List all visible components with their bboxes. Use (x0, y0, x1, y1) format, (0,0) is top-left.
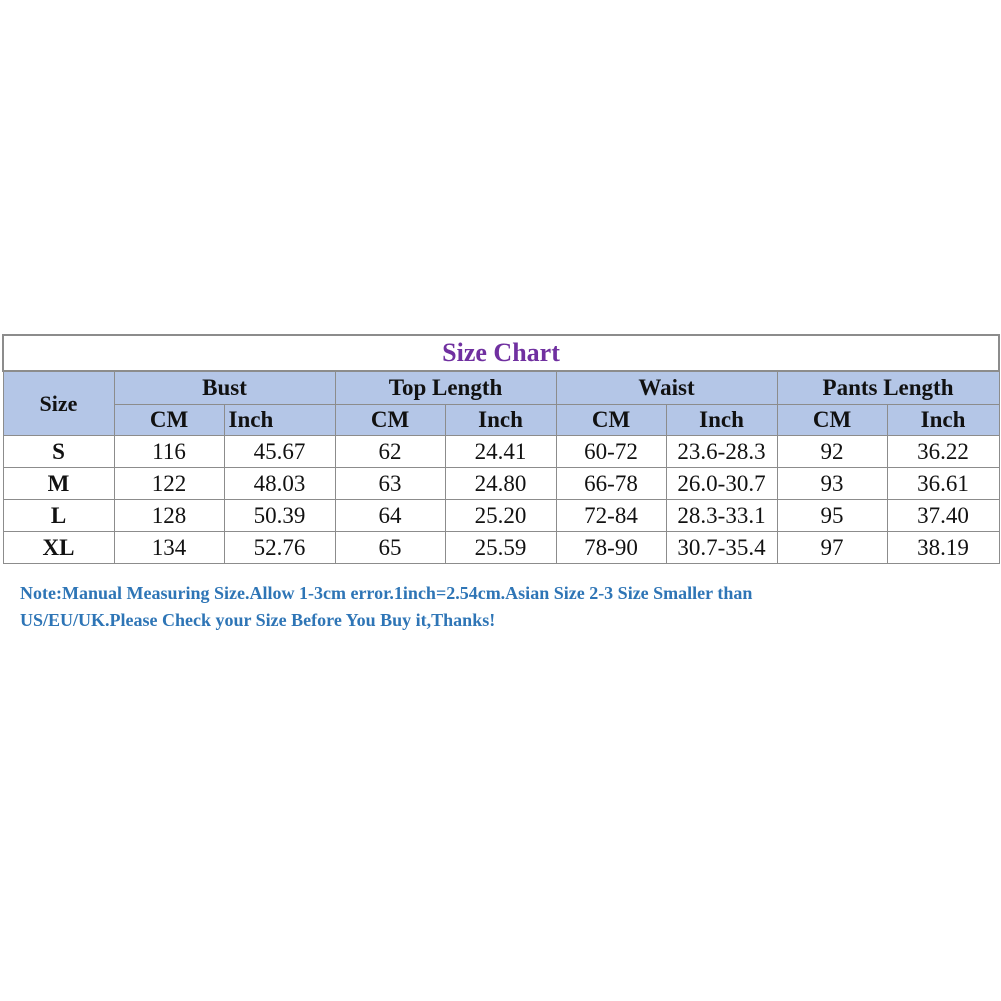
table-cell: 26.0-30.7 (666, 468, 777, 500)
table-cell: 65 (335, 532, 445, 564)
note-line: US/EU/UK.Please Check your Size Before You Buy it,Thanks! (20, 610, 496, 630)
size-chart-table (2, 334, 1000, 564)
table-cell: 64 (335, 500, 445, 532)
table-cell: 45.67 (224, 436, 335, 468)
table-cell: 25.20 (445, 500, 556, 532)
unit-header: Inch (445, 405, 556, 436)
size-chart (2, 334, 998, 564)
table-cell: 24.41 (445, 436, 556, 468)
measurement-note (20, 580, 920, 634)
group-header-top-length: Top Length (335, 371, 556, 405)
unit-header: Inch (887, 405, 999, 436)
title-row (3, 335, 999, 371)
table-cell: 52.76 (224, 532, 335, 564)
table-row (3, 500, 999, 532)
size-label: M (3, 468, 114, 500)
table-row (3, 468, 999, 500)
unit-header-row (3, 405, 999, 436)
table-cell: 134 (114, 532, 224, 564)
table-cell: 66-78 (556, 468, 666, 500)
table-cell: 37.40 (887, 500, 999, 532)
size-label: S (3, 436, 114, 468)
table-cell: 38.19 (887, 532, 999, 564)
unit-header: CM (114, 405, 224, 436)
table-cell: 63 (335, 468, 445, 500)
table-cell: 116 (114, 436, 224, 468)
table-cell: 128 (114, 500, 224, 532)
unit-header: CM (556, 405, 666, 436)
unit-header: Inch (666, 405, 777, 436)
group-header-row (3, 371, 999, 405)
table-cell: 72-84 (556, 500, 666, 532)
table-cell: 122 (114, 468, 224, 500)
table-row (3, 532, 999, 564)
table-cell: 48.03 (224, 468, 335, 500)
table-cell: 60-72 (556, 436, 666, 468)
size-label: L (3, 500, 114, 532)
size-label: XL (3, 532, 114, 564)
chart-title: Size Chart (3, 335, 999, 371)
table-cell: 92 (777, 436, 887, 468)
table-cell: 36.61 (887, 468, 999, 500)
table-cell: 36.22 (887, 436, 999, 468)
size-column-header: Size (3, 371, 114, 436)
group-header-bust: Bust (114, 371, 335, 405)
table-cell: 62 (335, 436, 445, 468)
table-cell: 24.80 (445, 468, 556, 500)
unit-header: CM (777, 405, 887, 436)
table-cell: 30.7-35.4 (666, 532, 777, 564)
table-cell: 95 (777, 500, 887, 532)
group-header-pants-length: Pants Length (777, 371, 999, 405)
unit-header: Inch (224, 405, 335, 436)
table-cell: 50.39 (224, 500, 335, 532)
table-row (3, 436, 999, 468)
table-cell: 97 (777, 532, 887, 564)
unit-header: CM (335, 405, 445, 436)
table-cell: 78-90 (556, 532, 666, 564)
table-cell: 25.59 (445, 532, 556, 564)
note-line: Note:Manual Measuring Size.Allow 1-3cm error.1inch=2.54cm.Asian Size 2-3 Size Smaller than (20, 583, 753, 603)
group-header-waist: Waist (556, 371, 777, 405)
table-cell: 23.6-28.3 (666, 436, 777, 468)
table-cell: 93 (777, 468, 887, 500)
table-cell: 28.3-33.1 (666, 500, 777, 532)
